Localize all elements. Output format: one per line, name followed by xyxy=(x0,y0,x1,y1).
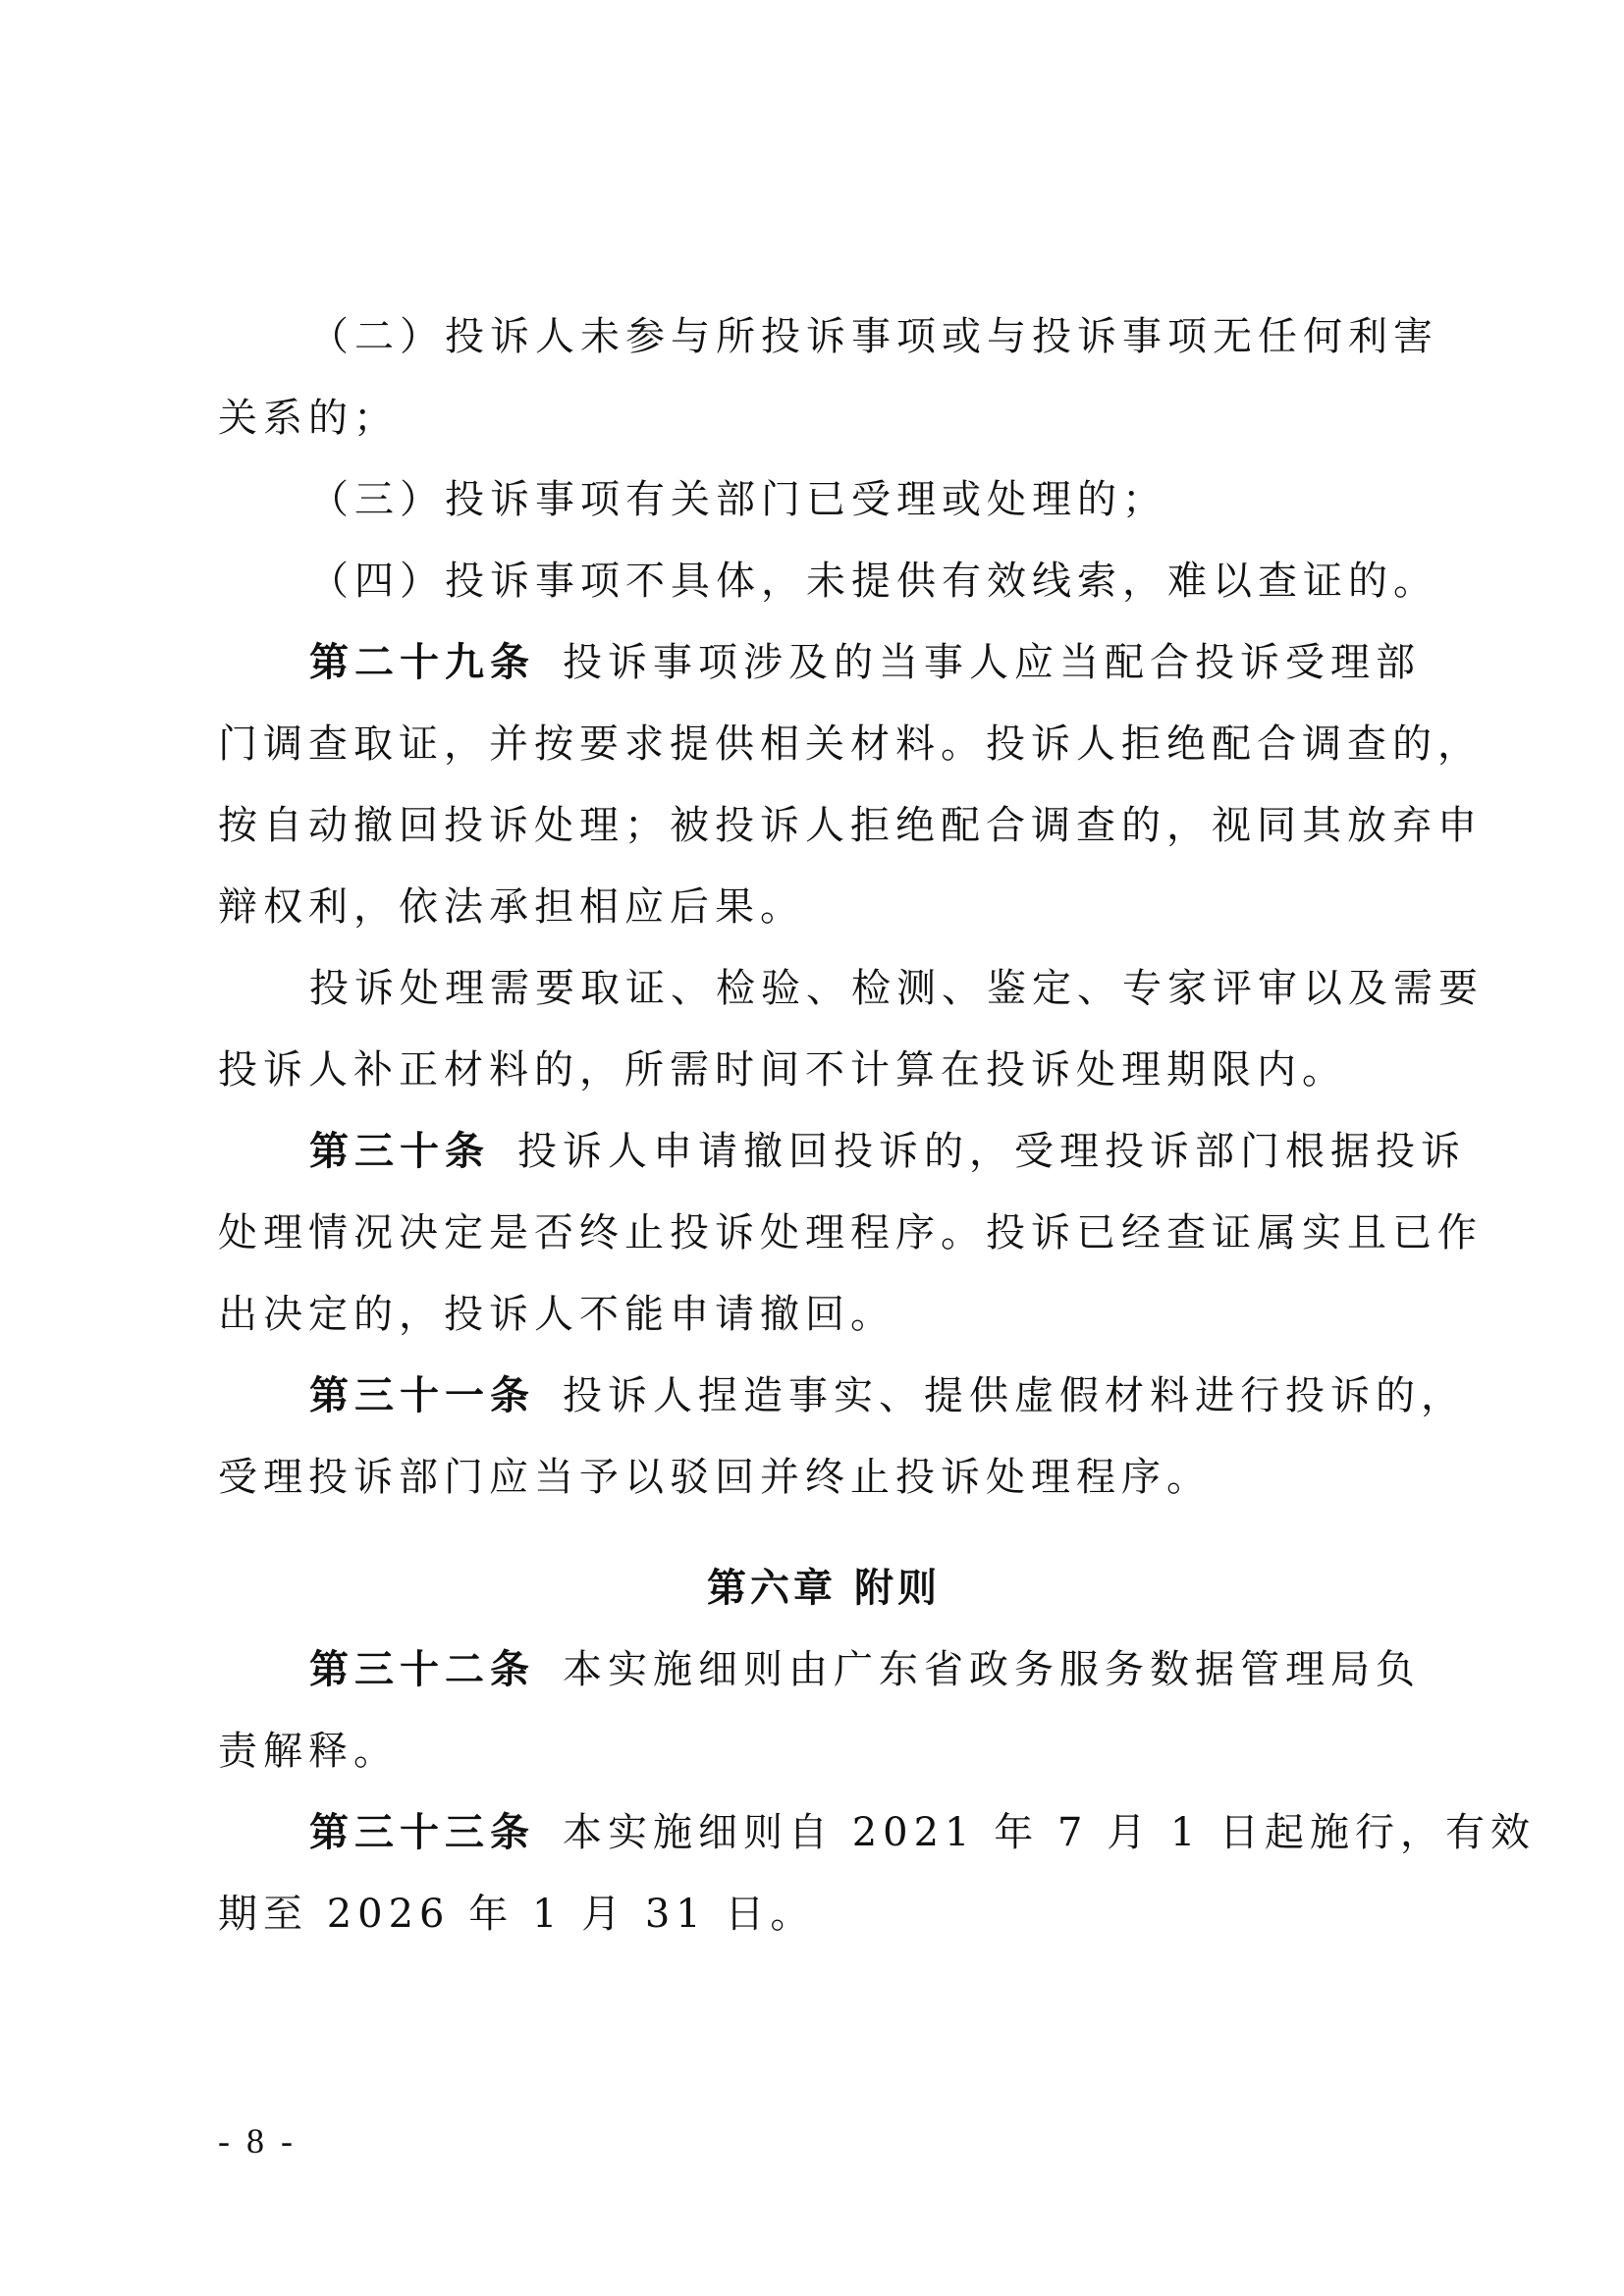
chapter-title: 第六章 附则 xyxy=(707,1566,941,1611)
article-31-line-1 xyxy=(309,1366,1466,1425)
item-2-line-2: 关系的； xyxy=(218,396,399,441)
article-29-para-2-line-2: 投诉人补正材料的，所需时间不计算在投诉处理期限内。 xyxy=(218,1047,1347,1093)
article-30-text: 投诉人申请撤回投诉的，受理投诉部门根据投诉 xyxy=(517,1129,1466,1174)
item-2-line-1: （二）投诉人未参与所投诉事项或与投诉事项无任何利害 xyxy=(309,314,1438,359)
article-32-label: 第三十二条 xyxy=(309,1647,535,1692)
article-30-line-1 xyxy=(309,1122,1466,1181)
article-29-label: 第二十九条 xyxy=(309,640,535,685)
article-30-label: 第三十条 xyxy=(309,1129,490,1174)
article-29-line-1 xyxy=(309,633,1421,692)
page-number: - 8 - xyxy=(218,2121,297,2161)
article-29-line-4: 辩权利，依法承担相应后果。 xyxy=(218,884,805,930)
article-33-text: 本实施细则自 2021 年 7 月 1 日起施行，有效 xyxy=(563,1810,1536,1855)
article-33-label: 第三十三条 xyxy=(309,1810,535,1855)
article-33-line-2: 期至 2026 年 1 月 31 日。 xyxy=(218,1892,816,1937)
article-32-text: 本实施细则由广东省政务服务数据管理局负 xyxy=(563,1647,1421,1692)
article-32-line-1 xyxy=(309,1640,1421,1699)
article-29-para-2-line-1: 投诉处理需要取证、检验、检测、鉴定、专家评审以及需要 xyxy=(309,966,1484,1011)
article-29-text: 投诉事项涉及的当事人应当配合投诉受理部 xyxy=(563,640,1421,685)
article-31-line-2: 受理投诉部门应当予以驳回并终止投诉处理程序。 xyxy=(218,1455,1212,1500)
item-4: （四）投诉事项不具体，未提供有效线索，难以查证的。 xyxy=(309,559,1438,604)
article-30-line-3: 出决定的，投诉人不能申请撤回。 xyxy=(218,1292,895,1337)
article-31-label: 第三十一条 xyxy=(309,1373,535,1418)
article-30-line-2: 处理情况决定是否终止投诉处理程序。投诉已经查证属实且已作 xyxy=(218,1210,1483,1255)
article-32-line-2: 责解释。 xyxy=(218,1729,399,1774)
article-31-text: 投诉人捏造事实、提供虚假材料进行投诉的， xyxy=(563,1373,1466,1418)
article-29-line-3: 按自动撤回投诉处理；被投诉人拒绝配合调查的，视同其放弃申 xyxy=(218,803,1483,848)
article-33-line-1 xyxy=(309,1803,1536,1862)
article-29-line-2: 门调查取证，并按要求提供相关材料。投诉人拒绝配合调查的， xyxy=(218,721,1483,767)
item-3: （三）投诉事项有关部门已受理或处理的； xyxy=(309,477,1167,522)
